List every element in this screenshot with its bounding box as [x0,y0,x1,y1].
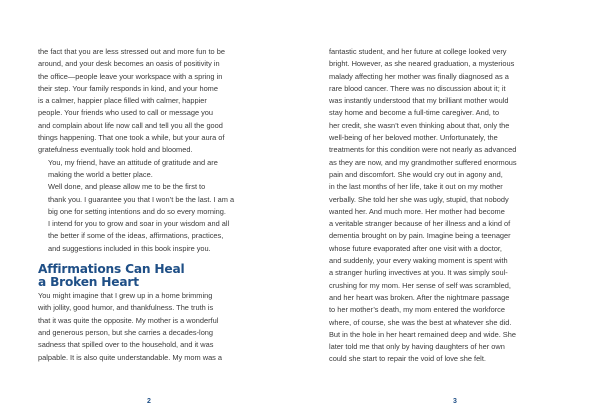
text-line: malady affecting her mother was finally diagnosed as a [329,71,509,81]
text-line: their step. Your family responds in kind, and your home [38,83,218,93]
text-line: You, my friend, have an attitude of gratitude and are [48,157,218,167]
text-line: wanted her. And much more. Her mother had become [329,206,505,216]
text-line: the fact that you are less stressed out and more fun to be [38,47,225,56]
text-line: and suddenly, your every waking moment is spent with [329,256,508,266]
text-line: Affirmations Can Heal [38,262,185,277]
text-line: sadness that spilled over to the household, and it was [38,340,214,350]
text-line: crushing for my mom. Her sense of self was scrambled, [329,280,511,290]
text-line: whose future evaporated after one visit with a doctor, [329,243,502,253]
text-line: bright. However, as she neared graduation, a mysterious [329,59,515,69]
text-line: to her mother’s death, my mom entered the workforce [329,305,505,315]
section-heading [38,263,270,289]
text-line: later told me that only by having daughters of her own [329,342,505,352]
text-line: stay home and become a full-time caregiver. And, to [329,108,500,118]
left-page [38,46,270,364]
text-line: that it was quite the opposite. My mother is a wonderful [38,315,219,325]
page-number: 2 [147,398,151,405]
text-line: the office—people leave your workspace with a spring in [38,71,223,81]
text-line: big one for setting intentions and do so every morning. [48,206,226,216]
text-line: her credit, she wasn’t even thinking about that, only the [329,120,510,130]
text-line: could she start to repair the void of love she felt. [329,354,486,364]
text-line: things happening. That one took a while, but your aura of [38,133,225,143]
text-line: and complain about life now call and tell you all the good [38,120,223,130]
text-line: But in the hole in her heart remained deep and wide. She [329,329,516,339]
paragraph [329,46,563,366]
text-line: and generous person, but she carries a decades-long [38,327,214,337]
text-line: making the world a better place. [48,169,153,179]
text-line: people. Your friends who used to call or message you [38,108,214,118]
text-line: You might imagine that I grew up in a home brimming [38,291,213,301]
text-line: thank you. I guarantee you that I won’t be the last. I am a [48,194,235,204]
text-line: dementia brought on by pain. Imagine being a teenager [329,231,511,241]
text-line: where, of course, she was the best at whatever she did. [329,317,512,327]
text-line: in the last months of her life, take it out on my mother [329,182,503,192]
text-line: with jollity, good humor, and thankfulness. The truth is [38,303,214,313]
text-line: I intend for you to grow and soar in your wisdom and all [48,219,230,229]
paragraph [38,157,270,182]
text-line: a Broken Heart [38,275,139,290]
text-line: Well done, and please allow me to be the first to [48,182,206,192]
right-page [329,46,563,366]
page-number: 3 [453,398,457,405]
text-line: is a calmer, happier place filled with calmer, happier [38,96,207,106]
text-line: pain and discomfort. She would cry out in agony and, [329,169,503,179]
text-line: well-being of her beloved mother. Unfortunately, the [329,133,498,143]
text-line: treatments for this condition were not nearly as advanced [329,145,517,155]
text-line: palpable. It is also quite understandable. My mom was a [38,352,223,362]
text-line: around, and your desk becomes an oasis of positivity in [38,59,220,69]
text-line: fantastic student, and her future at college looked very [329,47,507,56]
text-line: a veritable stranger because of her illness and a kind of [329,219,511,229]
text-line: and her heart was broken. After the nightmare passage [329,292,510,302]
text-line: the better if some of the ideas, affirmations, practices, [48,231,224,241]
text-line: verbally. She told her she was ugly, stupid, that nobody [329,194,509,204]
paragraph [38,46,270,157]
text-line: a stranger hurling invectives at you. It was simply soul- [329,268,508,278]
text-line: rare blood cancer. There was no discussion about it; it [329,83,506,93]
text-line: as they are now, and my grandmother suffered enormous [329,157,517,167]
paragraph [38,290,270,364]
text-line: gratefulness eventually took hold and bloomed. [38,145,193,155]
paragraph [38,181,270,255]
text-line: and suggestions included in this book inspire you. [48,243,211,253]
text-line: was instantly understood that my brilliant mother would [329,96,509,106]
